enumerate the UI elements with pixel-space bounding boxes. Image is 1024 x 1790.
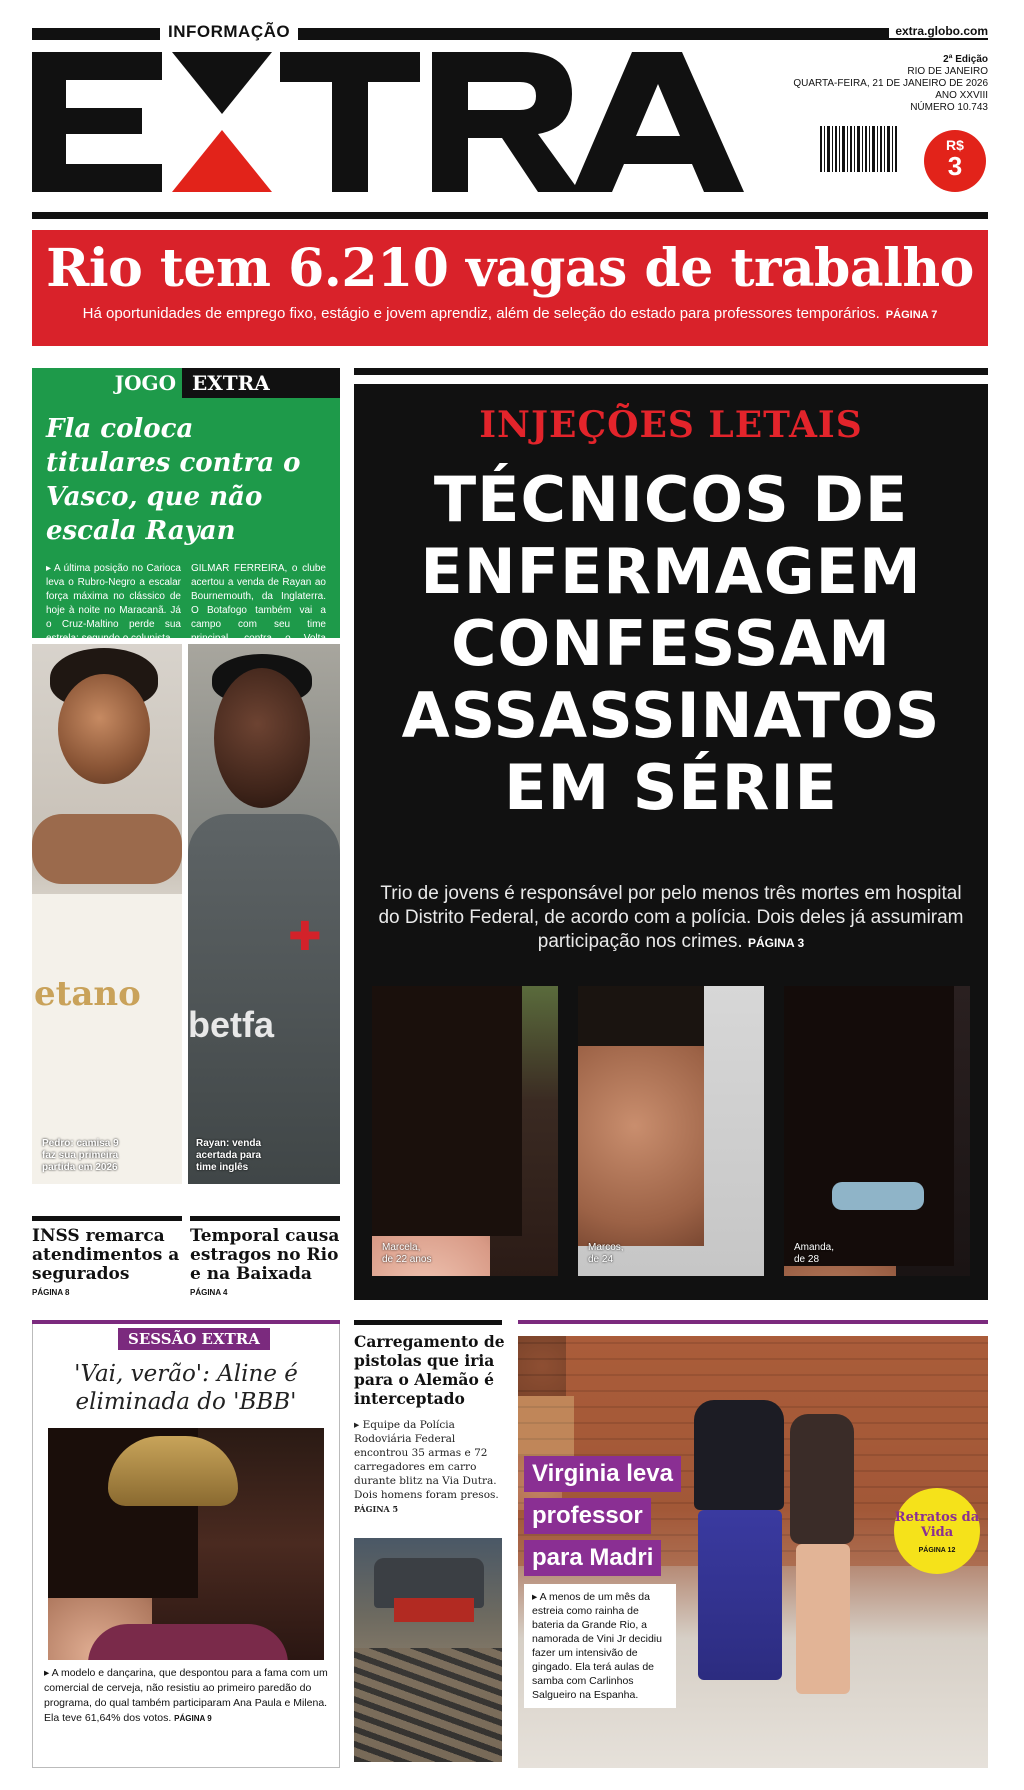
main-kicker: INJEÇÕES LETAIS <box>479 404 863 446</box>
edition-meta <box>788 54 988 114</box>
suspect-photo-amanda[interactable] <box>784 986 970 1276</box>
rayan-face <box>214 668 310 808</box>
jogo-headline: Fla coloca titulares contra o Vasco, que não escala Rayan <box>46 414 301 546</box>
main-top-rule <box>354 368 988 375</box>
main-page: PÁGINA 3 <box>747 936 805 950</box>
brief-page: PÁGINA 8 <box>32 1288 70 1297</box>
brief-headline: Temporal causa estragos no Rio e na Baixada <box>190 1226 340 1284</box>
amanda-caption <box>794 1242 834 1266</box>
brief-rule <box>32 1216 182 1221</box>
marcela-hair <box>372 986 522 1236</box>
pistolas-page: PÁGINA 5 <box>354 1504 399 1514</box>
virginia-headline-line: professor <box>524 1498 651 1534</box>
date: QUARTA-FEIRA, 21 DE JANEIRO DE 2026 <box>793 78 988 89</box>
masthead-bottom-rule <box>32 212 988 219</box>
site-url[interactable]: extra.globo.com <box>889 24 988 38</box>
virginia-body: ▸ A menos de um mês da estreia como rainha de bateria da Grande Rio, a namorada de Vini Jr decidiu fazer um intensivão de gingado. Ela terá aulas de samba com Carlinhos Salgueiro na Espanha. <box>524 1584 676 1708</box>
jogo-extra-story[interactable] <box>32 398 340 644</box>
rayan-shirt-text: betfa <box>188 1004 275 1045</box>
marcos-face <box>578 1046 704 1246</box>
sessao-body <box>44 1666 328 1726</box>
brief-inss[interactable] <box>32 1216 182 1297</box>
barcode-icon <box>818 122 900 186</box>
headline-line: ASSASSINATOS <box>401 679 941 752</box>
pistolas-body-text: ▸ Equipe da Polícia Rodoviária Federal encontrou 35 armas e 72 carregadores em carro durante blitz na Via Dutra. Dois homens foram presos. <box>354 1419 499 1501</box>
weapons-pile <box>354 1648 502 1762</box>
pedro-shirt-text: etano <box>34 974 141 1014</box>
rayan-shirt <box>188 814 340 1184</box>
marcela-caption <box>382 1242 432 1266</box>
virginia-headline-line: Virginia leva <box>524 1456 681 1492</box>
pedro-face <box>58 674 150 784</box>
rayan-cross-icon: ✚ <box>288 915 322 959</box>
amanda-age: de 28 <box>794 1254 820 1265</box>
marcos-age: de 24 <box>588 1254 614 1265</box>
sessao-body-text: ▸ A modelo e dançarina, que despontou para a fama com um comercial de cerveja, não resistiu ao primeiro paredão do programa, do qual também participaram Ana Paula e Milena. Ela teve 61,64% dos votos. <box>44 1667 328 1724</box>
pistolas-rule <box>354 1320 502 1325</box>
sessao-page: PÁGINA 9 <box>174 1714 212 1723</box>
headline-line: ENFERMAGEM <box>420 535 922 608</box>
brief-rule <box>190 1216 340 1221</box>
price-badge <box>924 130 986 192</box>
marcela-name: Marcela, <box>382 1242 421 1253</box>
city: RIO DE JANEIRO <box>907 66 988 77</box>
sessao-tag: SESSÃO EXTRA <box>118 1328 270 1350</box>
pistolas-headline[interactable]: Carregamento de pistolas que iria para o Alemão é interceptado <box>354 1332 505 1408</box>
retratos-badge[interactable] <box>894 1488 980 1574</box>
marcos-hair <box>578 986 704 1046</box>
brief-temporal[interactable] <box>190 1216 340 1297</box>
teacher-body <box>694 1400 784 1510</box>
photo-aline[interactable] <box>48 1428 324 1660</box>
virginia-rule <box>518 1320 988 1324</box>
amanda-hair <box>784 986 954 1266</box>
banner-headline: Rio tem 6.210 vagas de trabalho <box>46 238 974 299</box>
photo-pedro[interactable] <box>32 644 182 1184</box>
marcos-name: Marcos, <box>588 1242 624 1253</box>
photo-seized-weapons[interactable] <box>354 1538 502 1762</box>
main-deck <box>374 882 968 955</box>
headline-line: EM SÉRIE <box>504 751 838 824</box>
amanda-face <box>784 1266 896 1276</box>
sessao-headline: 'Vai, verão': Aline é eliminada do 'BBB' <box>74 1361 298 1415</box>
price-currency: R$ <box>946 137 964 153</box>
headline-line: TÉCNICOS DE <box>433 463 909 536</box>
brief-page: PÁGINA 4 <box>190 1288 228 1297</box>
section-label: INFORMAÇÃO <box>160 22 298 42</box>
brief-headline: INSS remarca atendimentos a segurados <box>32 1226 180 1284</box>
banner-subhead <box>32 305 988 322</box>
banner-subhead-text: Há oportunidades de emprego fixo, estágio e jovem aprendiz, além de seleção do estado para professores temporários. <box>82 305 880 322</box>
edition: 2ª Edição <box>943 54 988 65</box>
aline-dress <box>88 1624 288 1660</box>
virginia-headline-line: para Madri <box>524 1540 661 1576</box>
amanda-name: Amanda, <box>794 1242 835 1253</box>
pedro-arm <box>32 814 182 884</box>
virginia-story[interactable] <box>518 1336 988 1768</box>
headline-line: CONFESSAM <box>450 607 891 680</box>
price-value: 3 <box>947 151 963 181</box>
pistolas-body <box>354 1418 504 1516</box>
retratos-label: Retratos da Vida <box>894 1510 980 1540</box>
pedro-caption: Pedro: camisa 9 faz sua primeira partida em 2026 <box>42 1138 119 1173</box>
marcela-age: de 22 anos <box>382 1254 432 1265</box>
suspect-photo-marcela[interactable] <box>372 986 558 1276</box>
year: ANO XXVIII <box>935 90 988 101</box>
main-deck-text: Trio de jovens é responsável por pelo menos três mortes em hospital do Distrito Federal, de acordo com a polícia. Dois deles já assumiram participação nos crimes. <box>378 883 964 952</box>
jogo-tag-right: EXTRA <box>182 368 340 398</box>
issue-number: NÚMERO 10.743 <box>910 102 988 113</box>
amanda-mask <box>832 1182 924 1210</box>
banner-story[interactable] <box>32 230 988 346</box>
suspect-photo-marcos[interactable] <box>578 986 764 1276</box>
rayan-caption: Rayan: venda acertada para time inglês <box>196 1138 262 1173</box>
jogo-body-col2: GILMAR FERREIRA, o clube acertou a venda de Rayan ao Bournemouth, da Inglaterra. O Botafogo também vai a campo com seu time principal, contra o Volta <box>191 563 326 644</box>
main-headline <box>354 464 988 824</box>
car-trunk <box>394 1598 474 1622</box>
jogo-extra-tag <box>32 368 340 398</box>
retratos-page: PÁGINA 12 <box>918 1547 956 1554</box>
jogo-tag-left: JOGO <box>32 368 182 398</box>
banner-page: PÁGINA 7 <box>885 309 938 321</box>
extra-logo <box>32 52 792 192</box>
marcos-caption <box>588 1242 624 1266</box>
aline-headwrap <box>108 1436 238 1506</box>
virginia-body <box>790 1414 854 1544</box>
jogo-body-col1: ▸ A última posição no Carioca leva o Rubro-Negro a escalar força máxima no clássico de hoje à noite no Maracanã. Já o Cruz-Maltino perde sua estrela: segundo o colunista <box>46 563 181 644</box>
photo-rayan[interactable] <box>188 644 340 1184</box>
teacher-legs <box>698 1510 782 1680</box>
virginia-headline <box>524 1456 681 1582</box>
main-story[interactable] <box>354 384 988 1300</box>
virginia-legs <box>796 1544 850 1694</box>
